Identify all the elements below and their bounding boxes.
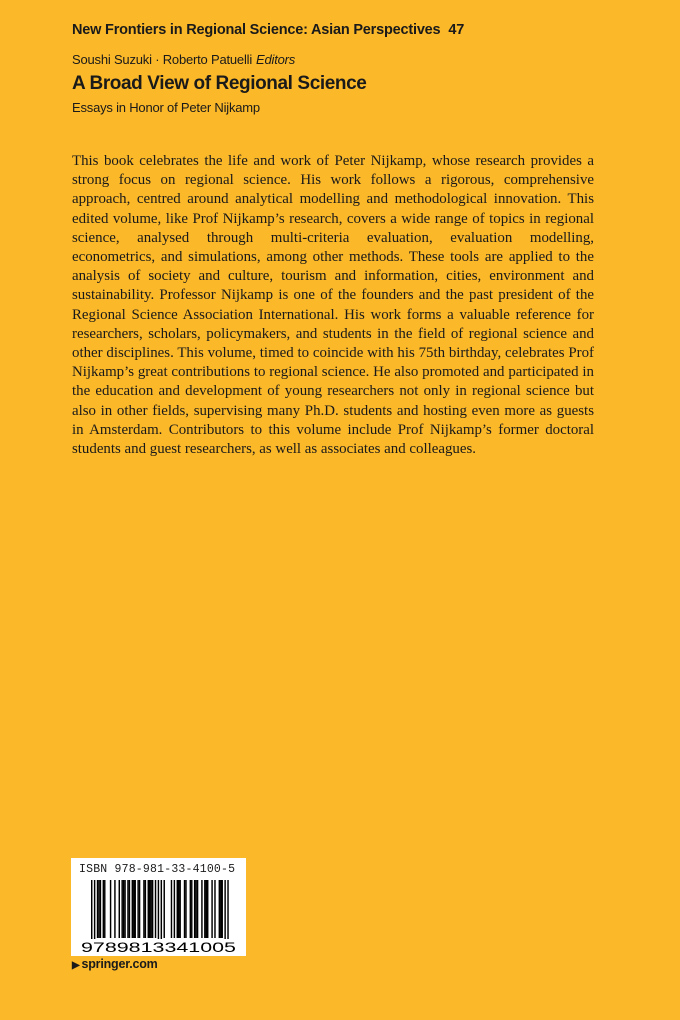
barcode-bar bbox=[206, 880, 207, 938]
barcode-bar bbox=[98, 880, 99, 938]
barcode-bar bbox=[207, 880, 208, 938]
barcode-bar bbox=[148, 880, 149, 938]
barcode-bar bbox=[211, 880, 212, 938]
barcode-bar bbox=[177, 880, 178, 938]
barcode-bar bbox=[135, 880, 136, 938]
barcode-bar bbox=[114, 880, 115, 938]
barcode-bar bbox=[132, 880, 133, 938]
barcode-bar bbox=[174, 880, 175, 938]
barcode-bar bbox=[164, 880, 165, 938]
series-name: New Frontiers in Regional Science: Asian Perspectives bbox=[72, 22, 441, 38]
barcode-bar bbox=[197, 880, 198, 938]
barcode-bar bbox=[145, 880, 146, 938]
barcode-bar bbox=[219, 880, 220, 938]
barcode-bar bbox=[161, 880, 162, 946]
barcode-bar bbox=[195, 880, 196, 938]
barcode bbox=[71, 878, 246, 956]
barcode-bar bbox=[152, 880, 153, 938]
barcode-bar bbox=[100, 880, 101, 938]
book-description: This book celebrates the life and work of Peter Nijkamp, whose research provides a strong focus on regional science. His work follows a rigorous, comprehensive approach, centred around analytical modelling and methodological innovation. This edited volume, like Prof Nijkamp’s research, covers a wide range of topics in regional science, analysed through multi-criteria evaluation, evaluation modelling, econometrics, and simulations, among other methods. These tools are applied to the analysis of society and culture, tourism and information, cities, environment and sustainability. Professor Nijkamp is one of the founders and the past president of the Regional Science Association International. His work forms a valuable reference for researchers, scholars, policymakers, and students in the field of regional science and other disciplines. This volume, timed to coincide with his 75th birthday, celebrates Prof Nijkamp’s great contributions to regional science. He also promoted and participated in the education and development of young researchers not only in regional science but also in other fields, supervising many Ph.D. students and hosting even more as guests in Amsterdam. Contributors to this volume include Prof Nijkamp’s former doctoral students and guest researchers, as well as associates and colleagues. bbox=[72, 153, 594, 458]
barcode-bar bbox=[139, 880, 140, 938]
barcode-bar bbox=[143, 880, 144, 938]
barcode-bar bbox=[119, 880, 120, 938]
barcode-bar bbox=[133, 880, 134, 938]
barcode-digits: 9789813341005 bbox=[81, 939, 237, 955]
barcode-bar bbox=[190, 880, 191, 938]
barcode-bar bbox=[121, 880, 122, 938]
barcode-bar bbox=[171, 880, 172, 938]
barcode-bar bbox=[224, 880, 225, 946]
barcode-bar bbox=[191, 880, 192, 938]
barcode-bar bbox=[214, 880, 215, 938]
isbn-barcode-box bbox=[71, 858, 246, 956]
barcode-bar bbox=[179, 880, 180, 938]
barcode-bar bbox=[103, 880, 104, 938]
barcode-bar bbox=[184, 880, 185, 938]
publisher-url: springer.com bbox=[81, 957, 158, 971]
barcode-bar bbox=[94, 880, 95, 946]
barcode-bar bbox=[91, 880, 92, 946]
barcode-bar bbox=[155, 880, 156, 938]
barcode-bar bbox=[185, 880, 186, 938]
isbn-label: ISBN 978-981-33-4100-5 bbox=[79, 863, 236, 876]
series-number: 47 bbox=[448, 22, 465, 38]
barcode-bar bbox=[127, 880, 128, 938]
barcode-bar bbox=[150, 880, 151, 938]
barcode-bar bbox=[222, 880, 223, 938]
barcode-bar bbox=[97, 880, 98, 938]
barcode-bar bbox=[110, 880, 111, 938]
barcode-bars bbox=[91, 880, 229, 946]
triangle-right-icon: ▶ bbox=[72, 960, 80, 971]
barcode-bar bbox=[137, 880, 138, 938]
barcode-bar bbox=[227, 880, 228, 946]
publisher-link[interactable] bbox=[72, 957, 158, 971]
series-title bbox=[72, 22, 464, 38]
barcode-bar bbox=[201, 880, 202, 938]
barcode-bar bbox=[158, 880, 159, 946]
barcode-bar bbox=[149, 880, 150, 938]
book-title: A Broad View of Regional Science bbox=[72, 73, 367, 94]
barcode-bar bbox=[194, 880, 195, 938]
book-subtitle: Essays in Honor of Peter Nijkamp bbox=[72, 100, 260, 115]
editor-names: Soushi Suzuki · Roberto Patuelli bbox=[72, 52, 253, 67]
editors-role: Editors bbox=[256, 52, 296, 67]
barcode-bar bbox=[104, 880, 105, 938]
barcode-bar bbox=[178, 880, 179, 938]
barcode-bar bbox=[204, 880, 205, 938]
barcode-bar bbox=[220, 880, 221, 938]
editors-line bbox=[72, 52, 295, 67]
barcode-bar bbox=[123, 880, 124, 938]
barcode-bar bbox=[124, 880, 125, 938]
barcode-bar bbox=[129, 880, 130, 938]
